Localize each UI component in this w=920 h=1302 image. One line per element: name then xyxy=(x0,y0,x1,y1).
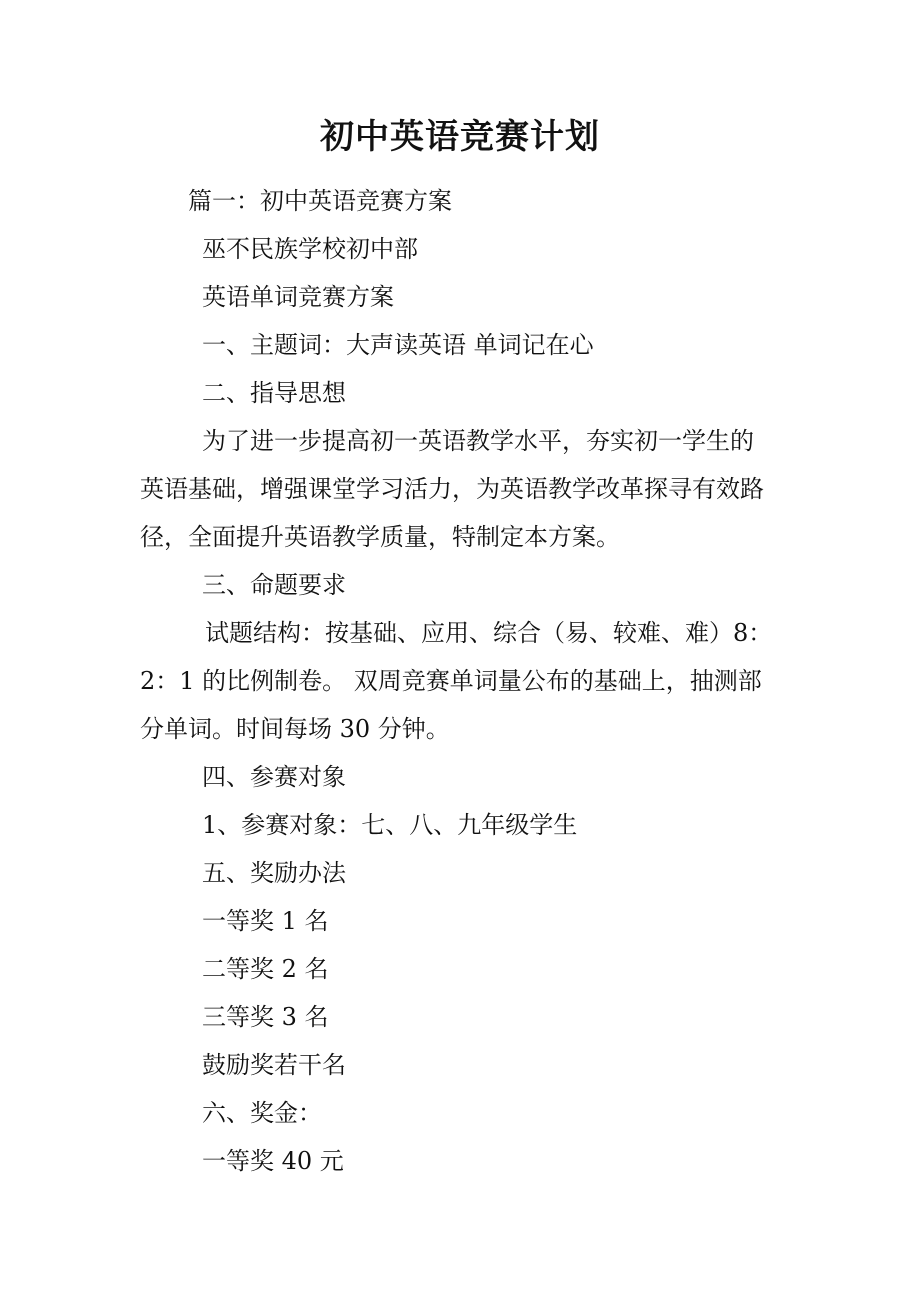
requirements-paragraph-line: 2：1 的比例制卷。 双周竞赛单词量公布的基础上，抽测部 xyxy=(140,667,762,695)
award-item: 一等奖 1 名 xyxy=(202,907,329,935)
prize-heading: 六、奖金： xyxy=(202,1099,322,1127)
requirements-paragraph-line: 分单词。时间每场 30 分钟。 xyxy=(140,715,450,743)
guideline-heading: 二、指导思想 xyxy=(202,379,346,407)
theme-line: 一、主题词：大声读英语 单词记在心 xyxy=(202,331,594,359)
award-item: 鼓励奖若干名 xyxy=(202,1051,346,1079)
plan-name: 英语单词竞赛方案 xyxy=(202,283,394,311)
participants-heading: 四、参赛对象 xyxy=(202,763,346,791)
document-title: 初中英语竞赛计划 xyxy=(320,117,600,157)
requirements-paragraph-line: 试题结构：按基础、应用、综合（易、较难、难）8： xyxy=(205,619,773,647)
guideline-paragraph-line: 径，全面提升英语教学质量，特制定本方案。 xyxy=(140,523,620,551)
section-heading: 篇一：初中英语竞赛方案 xyxy=(188,187,452,215)
requirements-heading: 三、命题要求 xyxy=(202,571,346,599)
guideline-paragraph-line: 英语基础，增强课堂学习活力，为英语教学改革探寻有效路 xyxy=(140,475,764,503)
participants-line: 1、参赛对象：七、八、九年级学生 xyxy=(202,811,578,839)
award-item: 三等奖 3 名 xyxy=(202,1003,329,1031)
prize-item: 一等奖 40 元 xyxy=(202,1147,344,1175)
school-name: 巫不民族学校初中部 xyxy=(202,235,418,263)
awards-heading: 五、奖励办法 xyxy=(202,859,346,887)
guideline-paragraph-line: 为了进一步提高初一英语教学水平，夯实初一学生的 xyxy=(202,427,754,455)
award-item: 二等奖 2 名 xyxy=(202,955,329,983)
